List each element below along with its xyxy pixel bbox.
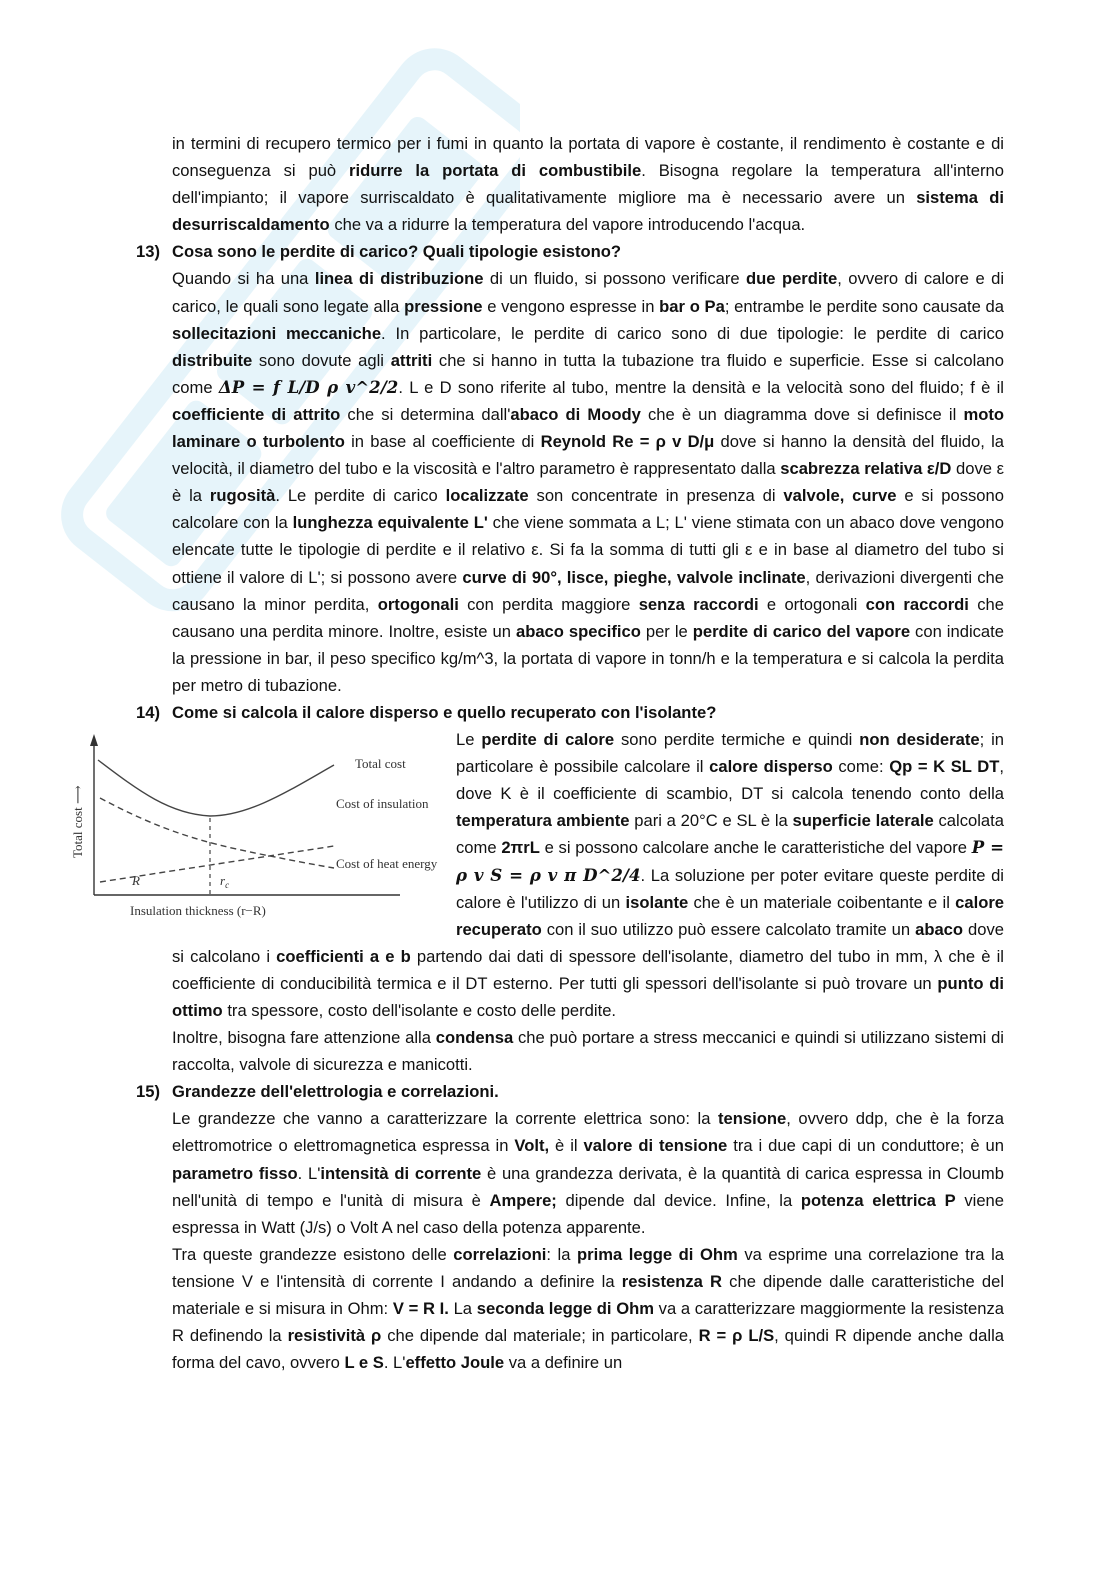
answer-paragraph: Le perdite di calore sono perdite termiche e quindi non desiderate; in particolare è possibile calcolare il calore disperso come: Qp = K SL DT, dove K è il coefficiente di scambio, DT si calcola tenendo conto della temperatura ambiente pari a 20°C e SL è la superficie laterale calcolata come 2πrL e si possono calcolare anche le caratteristiche del vapore P = ρ v S = ρ v π D^2/4. La soluzione per poter evitare queste perdite di calore è l'utilizzo di un isolante che è un materiale coibentante e il calore recuperato con il suo utilizzo può essere calcolato tramite un abaco dove si calcolano i coefficienti a e b partendo dai dati di spessore dell'isolante, diametro del tubo in mm, λ che è il coefficiente di conducibilità termica e il DT esterno. Per tutti gli spessori dell'isolante si può trovare un punto di ottimo tra spessore, costo dell'isolante e costo delle perdite.	[172, 730, 1005, 1020]
label-cost-heat: Cost of heat energy	[336, 856, 438, 872]
answer-13	[172, 265, 1004, 699]
y-axis-arrow	[90, 734, 98, 746]
label-x-axis: Insulation thickness (r−R)	[130, 903, 266, 919]
answer-paragraph: Tra queste grandezze esistono delle correlazioni: la prima legge di Ohm va esprime una correlazione tra la tensione V e l'intensità di corrente I andando a definire la resistenza R che dipende dalle caratteristiche del materiale e si misura in Ohm: V = R I. La seconda legge di Ohm va a caratterizzare maggiormente la resistenza R definendo la resistività ρ che dipende dal materiale; in particolare, R = ρ L/S, quindi R dipende anche dalla forma del cavo, ovvero L e S. L'effetto Joule va a definire un	[172, 1244, 1005, 1373]
question-title: Grandezze dell'elettrologia e correlazioni.	[172, 1082, 499, 1102]
document-body	[70, 130, 1005, 1376]
answer-15	[172, 1105, 1004, 1376]
answer-14	[70, 726, 1005, 1078]
total-cost-curve	[98, 760, 334, 816]
label-cost-insulation: Cost of insulation	[336, 796, 429, 812]
question-15-heading	[136, 1078, 1004, 1105]
cost-heat-curve	[100, 798, 334, 868]
label-R: R	[132, 873, 140, 889]
intro-paragraph	[172, 130, 1004, 238]
text: in termini di recupero termico per i fumi in quanto la portata di vapore è costante, il rendimento è costante e di conseguenza si può	[172, 134, 1004, 181]
bold-text: sistema di desurriscaldamento	[172, 188, 1004, 235]
label-total-cost: Total cost	[355, 756, 406, 772]
question-title: Come si calcola il calore disperso e quello recuperato con l'isolante?	[172, 702, 717, 722]
text: che va a ridurre la temperatura del vapore introducendo l'acqua.	[329, 215, 806, 235]
insulation-cost-diagram	[60, 730, 450, 930]
label-rc: $r_c$	[220, 873, 230, 891]
text: . Bisogna regolare la temperatura all'interno dell'impianto; il vapore surriscaldato è qualitativamente migliore ma è necessario avere un	[172, 161, 1004, 208]
label-y-axis: Total cost ⟶	[70, 785, 85, 859]
bold-text: ridurre la portata di combustibile	[349, 161, 642, 181]
question-13-heading	[136, 238, 1004, 265]
answer-paragraph: Le grandezze che vanno a caratterizzare la corrente elettrica sono: la tensione, ovvero ddp, che è la forza elettromotrice o elettromagnetica espressa in Volt, è il valore di tensione tra i due capi di un conduttore; è un parametro fisso. L'intensità di corrente è una grandezza derivata, è la quantità di carica espressa in Cloumb nell'unità di tempo e l'unità di misura è Ampere; dipende dal device. Infine, la potenza elettrica P viene espressa in Watt (J/s) o Volt A nel caso della potenza apparente.	[172, 1109, 1005, 1237]
formula-steam-flow: P = ρ v S = ρ v π D^2/4	[456, 837, 1005, 885]
question-14-heading	[136, 699, 1004, 726]
question-number: 13)	[136, 242, 160, 262]
formula-pressure-drop: ΔP = f L/D ρ v^2/2	[218, 376, 399, 397]
question-title: Cosa sono le perdite di carico? Quali tipologie esistono?	[172, 242, 622, 262]
answer-paragraph: Quando si ha una linea di distribuzione di un fluido, si possono verificare due perdite, ovvero di calore e di carico, le quali sono legate alla pressione e vengono espresse in bar o Pa; entrambe le perdite sono causate da sollecitazioni meccaniche. In particolare, le perdite di carico sono di due tipologie: le perdite di carico distribuite sono dovute agli attriti che si hanno in tutta la tubazione tra fluido e superficie. Esse si calcolano come ΔP = f L/D ρ v^2/2. L e D sono riferite al tubo, mentre la densità e la velocità sono del fluido; f è il coefficiente di attrito che si determina dall'abaco di Moody che è un diagramma dove si definisce il moto laminare o turbolento in base al coefficiente di Reynold Re = ρ v D/μ dove si hanno la densità del fluido, la velocità, il diametro del tubo e la viscosità e l'altro parametro è rappresentato dalla scabrezza relativa ε/D dove ε è la rugosità. Le perdite di carico localizzate son concentrate in presenza di valvole, curve e si possono calcolare con la lunghezza equivalente L' che viene sommata a L; L' viene stimata con un abaco dove vengono elencate tutte le tipologie di perdite e il relativo ε. Si fa la somma di tutti gli ε e in base al diametro del tubo si ottiene il valore di L'; si possono avere curve di 90°, lisce, pieghe, valvole inclinate, derivazioni divergenti che causano la minor perdita, ortogonali con perdita maggiore senza raccordi e ortogonali con raccordi che causano una perdita minore. Inoltre, esiste un abaco specifico per le perdite di carico del vapore con indicate la pressione in bar, il peso specifico kg/m^3, la portata di vapore in tonn/h e la temperatura e si calcola la perdita per metro di tubazione.	[172, 269, 1005, 695]
insulation-cost-figure	[60, 730, 450, 930]
question-number: 14)	[136, 702, 160, 722]
question-number: 15)	[136, 1082, 160, 1102]
answer-paragraph: Inoltre, bisogna fare attenzione alla condensa che può portare a stress meccanici e quindi si utilizzano sistemi di raccolta, valvole di sicurezza e manicotti.	[172, 1028, 1004, 1075]
